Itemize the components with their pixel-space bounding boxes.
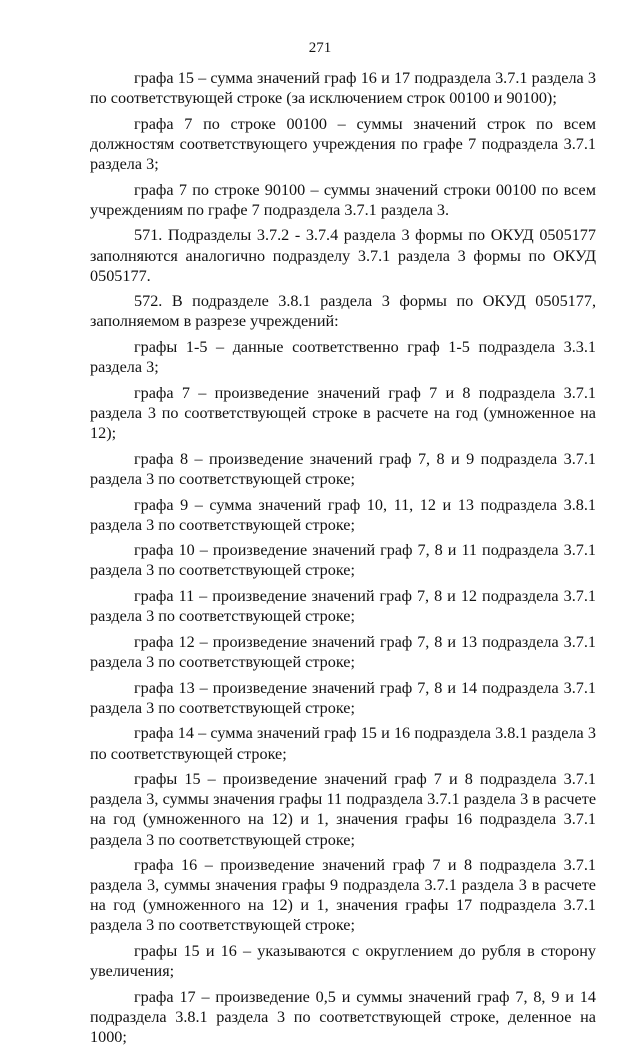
paragraph: графа 7 по строке 00100 – суммы значений строк по всем должностям соответствующего учреждения по графе 7 подраздела 3.7.1 раздела 3; — [90, 114, 596, 173]
paragraph: графа 10 – произведение значений граф 7, 8 и 11 подраздела 3.7.1 раздела 3 по соответствующей строке; — [90, 541, 596, 580]
paragraph: 571. Подразделы 3.7.2 - 3.7.4 раздела 3 формы по ОКУД 0505177 заполняются аналогично подразделу 3.7.1 раздела 3 формы по ОКУД 0505177. — [90, 226, 596, 285]
paragraph: графа 13 – произведение значений граф 7, 8 и 14 подраздела 3.7.1 раздела 3 по соответствующей строке; — [90, 678, 596, 717]
paragraph: графа 7 – произведение значений граф 7 и 8 подраздела 3.7.1 раздела 3 по соответствующей строке в расчете на год (умноженное на 12); — [90, 383, 596, 443]
paragraph: графа 7 по строке 90100 – суммы значений строки 00100 по всем учреждениям по графе 7 подраздела 3.7.1 раздела 3. — [90, 180, 596, 219]
paragraph: графа 11 – произведение значений граф 7, 8 и 12 подраздела 3.7.1 раздела 3 по соответствующей строке; — [90, 587, 596, 626]
paragraph: графа 14 – сумма значений граф 15 и 16 подраздела 3.8.1 раздела 3 по соответствующей строке; — [90, 724, 596, 763]
paragraph: графа 15 – сумма значений граф 16 и 17 подраздела 3.7.1 раздела 3 по соответствующей строке (за исключением строк 00100 и 90100); — [90, 69, 596, 108]
paragraph: графа 9 – сумма значений граф 10, 11, 12 и 13 подраздела 3.8.1 раздела 3 по соответствующей строке; — [90, 495, 596, 534]
paragraph: графа 17 – произведение 0,5 и суммы значений граф 7, 8, 9 и 14 подраздела 3.8.1 раздела 3 по соответствующей строке, деленное на 1000; — [90, 987, 596, 1047]
paragraph: графы 1-5 – данные соответственно граф 1-5 подраздела 3.3.1 раздела 3; — [90, 338, 596, 377]
paragraph: 572. В подразделе 3.8.1 раздела 3 формы по ОКУД 0505177, заполняемом в разрезе учреждений: — [90, 292, 596, 331]
paragraph: графы 15 и 16 – указываются с округлением до рубля в сторону увеличения; — [90, 942, 596, 981]
paragraph: графы 15 – произведение значений граф 7 и 8 подраздела 3.7.1 раздела 3, суммы значения графы 11 подраздела 3.7.1 раздела 3 в расчете на год (умноженного на 12) и 1, значения графы 16 подраздела 3.7.1 раздела 3 по соответствующей строке; — [90, 770, 596, 849]
document-body — [90, 68, 596, 1053]
paragraph: графа 16 – произведение значений граф 7 и 8 подраздела 3.7.1 раздела 3, суммы значения графы 9 подраздела 3.7.1 раздела 3 в расчете на год (умноженного на 12) и 1, значения графы 17 подраздела 3.7.1 раздела 3 по соответствующей строке; — [90, 856, 596, 935]
page-number: 271 — [308, 40, 332, 56]
paragraph: графа 8 – произведение значений граф 7, 8 и 9 подраздела 3.7.1 раздела 3 по соответствующей строке; — [90, 449, 596, 488]
paragraph: графа 12 – произведение значений граф 7, 8 и 13 подраздела 3.7.1 раздела 3 по соответствующей строке; — [90, 632, 596, 671]
